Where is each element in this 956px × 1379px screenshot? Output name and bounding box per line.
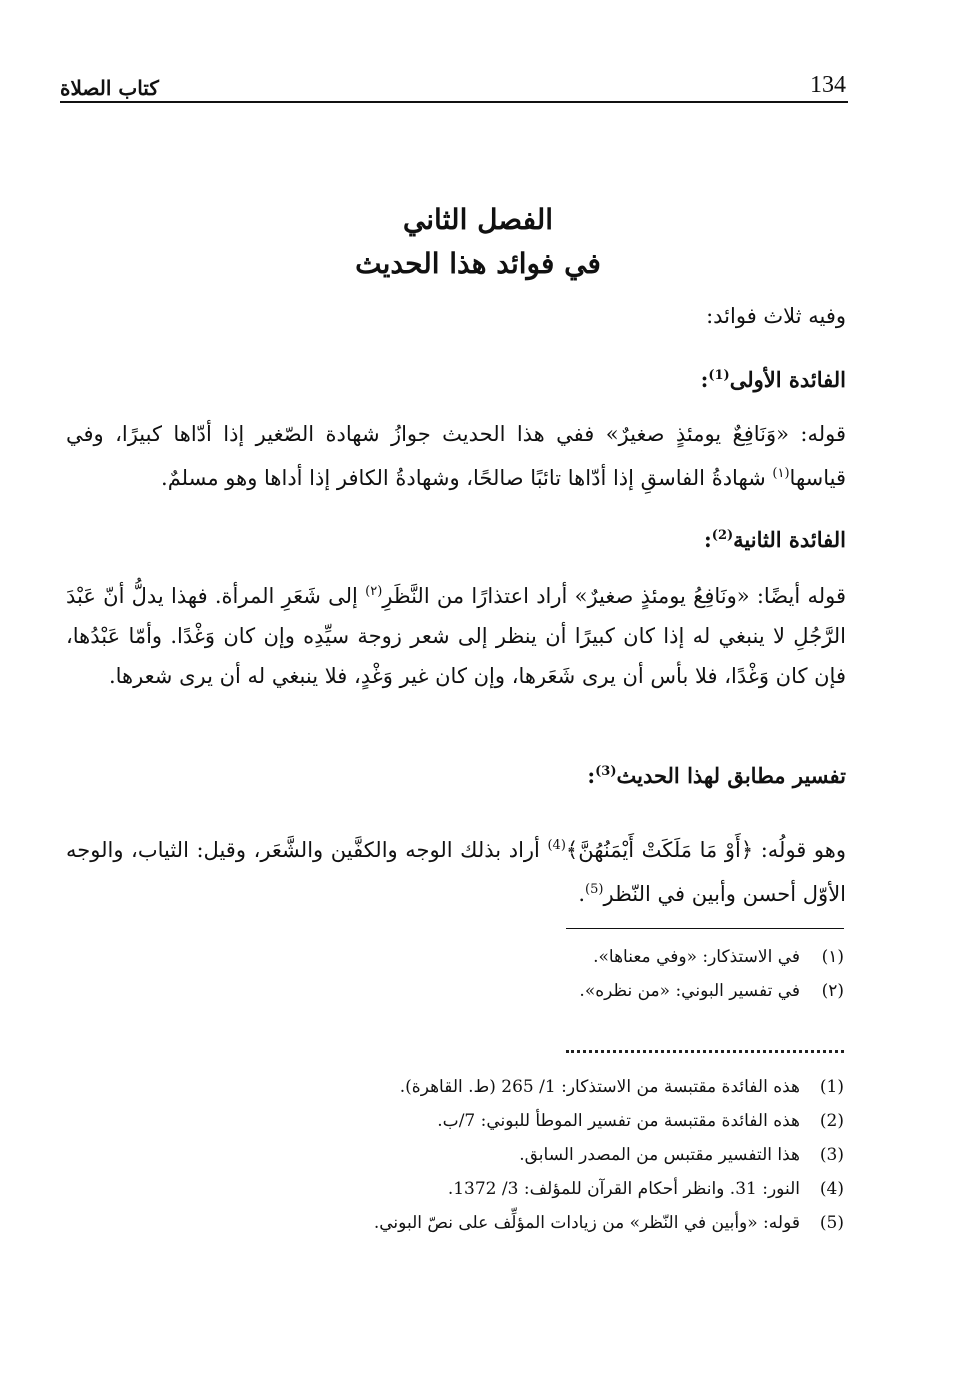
tafsir-heading-ref: (3) (595, 764, 617, 779)
footnote-text: النور: 31. وانظر أحكام القرآن للمؤلف: 3/ 1372. (447, 1179, 800, 1199)
tafsir-text-part2: أراد بذلك الوجه والكفَّين والشَّعَر، وقيل: الثياب، والوجه الأوّل أحسن وأبين في النّظر (66, 838, 846, 906)
benefit1-text-part1: قوله: «وَنَافِعٌ يومئذٍ صغيرٌ» ففي هذا الحديث جوازُ شهادة الصّغير إذا أدّاها كبيرًا، وفي قياسها (66, 422, 846, 490)
footnote-text: هذا التفسير مقتبس من المصدر السابق. (519, 1145, 800, 1165)
page-number: 134 (810, 72, 846, 98)
footnote-separator (566, 928, 844, 929)
tafsir-ref-4: (4) (547, 838, 566, 853)
footnote-number: (5) (819, 1213, 844, 1233)
running-title: كتاب الصلاة (60, 76, 159, 100)
footnote-item (374, 1104, 844, 1138)
chapter-title-line-1: الفصل الثاني (402, 203, 554, 236)
footnote-item (374, 1138, 844, 1172)
footnote-text: هذه الفائدة مقتبسة من الاستذكار: 1/ 265 (ط. القاهرة). (399, 1077, 800, 1097)
benefit1-heading-ref: (1) (708, 368, 730, 383)
footnote-item (579, 974, 844, 1008)
footnote-text: في الاستذكار: «وفي معناها». (593, 947, 800, 967)
tafsir-ref-5: (5) (585, 882, 604, 897)
benefit1-heading (66, 360, 846, 396)
footnote-item (374, 1206, 844, 1240)
footnote-item (374, 1172, 844, 1206)
benefit1-heading-suffix: : (700, 367, 709, 392)
tafsir-paragraph (66, 826, 846, 914)
benefit1-heading-text: الفائدة الأولى (729, 367, 846, 392)
dotted-separator (566, 1050, 844, 1053)
benefit2-text-part1: قوله أيضًا: «ونَافِعُ يومئذٍ صغيرٌ» أراد اعتذارًا من النَّظَرِ (382, 584, 846, 608)
header-rule (60, 101, 848, 103)
benefit1-footnote-ref: (١) (772, 466, 790, 481)
benefit2-text-part2: إلى شَعَرِ المرأة. فهذا يدلُّ أنّ عَبْدَ الرَّجُلِ لا ينبغي له إذا كان كبيرًا أن ينظر إلى شعر زوجة سيِّدِه وإن كان وَغْدًا. وأمّا عَبْدُها، فإن كان وَغْدًا، فلا بأس أن يرى شَعَرها، وإن كان غير وَغْدٍ، فلا ينبغي له أن يرى شعرها. (66, 584, 846, 688)
footnote-number: (1) (819, 1077, 844, 1097)
editor-footnotes (374, 1070, 844, 1240)
footnote-number: (١) (821, 947, 844, 967)
benefit2-paragraph (66, 572, 846, 696)
benefit1-paragraph (66, 414, 846, 498)
footnote-item (579, 940, 844, 974)
benefit2-footnote-ref: (٢) (365, 584, 383, 599)
tafsir-heading (66, 756, 846, 792)
intro-text: وفيه ثلاث فوائد: (706, 304, 846, 328)
footnote-number: (3) (819, 1145, 844, 1165)
page-header (60, 72, 846, 102)
footnote-number: (4) (819, 1179, 844, 1199)
benefit2-heading-text: الفائدة الثانية (733, 527, 846, 552)
benefit2-heading-suffix: : (704, 527, 712, 552)
chapter-title (200, 198, 756, 286)
benefit2-heading (66, 520, 846, 556)
tafsir-text-part3: . (578, 882, 586, 906)
manuscript-footnotes (579, 940, 844, 1008)
benefit1-text-part2: شهادةُ الفاسقِ إذا أدّاها تائبًا صالحًا، وشهادةُ الكافر إذا أداها وهو مسلمٌ. (161, 466, 773, 490)
footnote-item (374, 1070, 844, 1104)
tafsir-heading-text: تفسير مطابق لهذا الحديث (616, 763, 846, 788)
chapter-title-line-2: في فوائد هذا الحديث (355, 247, 601, 280)
footnote-text: قوله: «وأبين في النّظر» من زيادات المؤلِّف على نصّ البوني. (373, 1213, 800, 1233)
footnote-number: (2) (819, 1111, 844, 1131)
footnote-number: (٢) (821, 981, 844, 1001)
tafsir-heading-suffix: : (587, 763, 596, 788)
benefit2-heading-ref: (2) (711, 528, 734, 543)
footnote-text: هذه الفائدة مقتبسة من تفسير الموطأ للبوني: 7/ب. (437, 1111, 800, 1131)
tafsir-text-part1: وهو قولُه: ﴿أَوْ مَا مَلَكَتْ أَيْمَنُهُنَّ﴾ (565, 838, 846, 862)
footnote-text: في تفسير البوني: «من نظره». (579, 981, 800, 1001)
